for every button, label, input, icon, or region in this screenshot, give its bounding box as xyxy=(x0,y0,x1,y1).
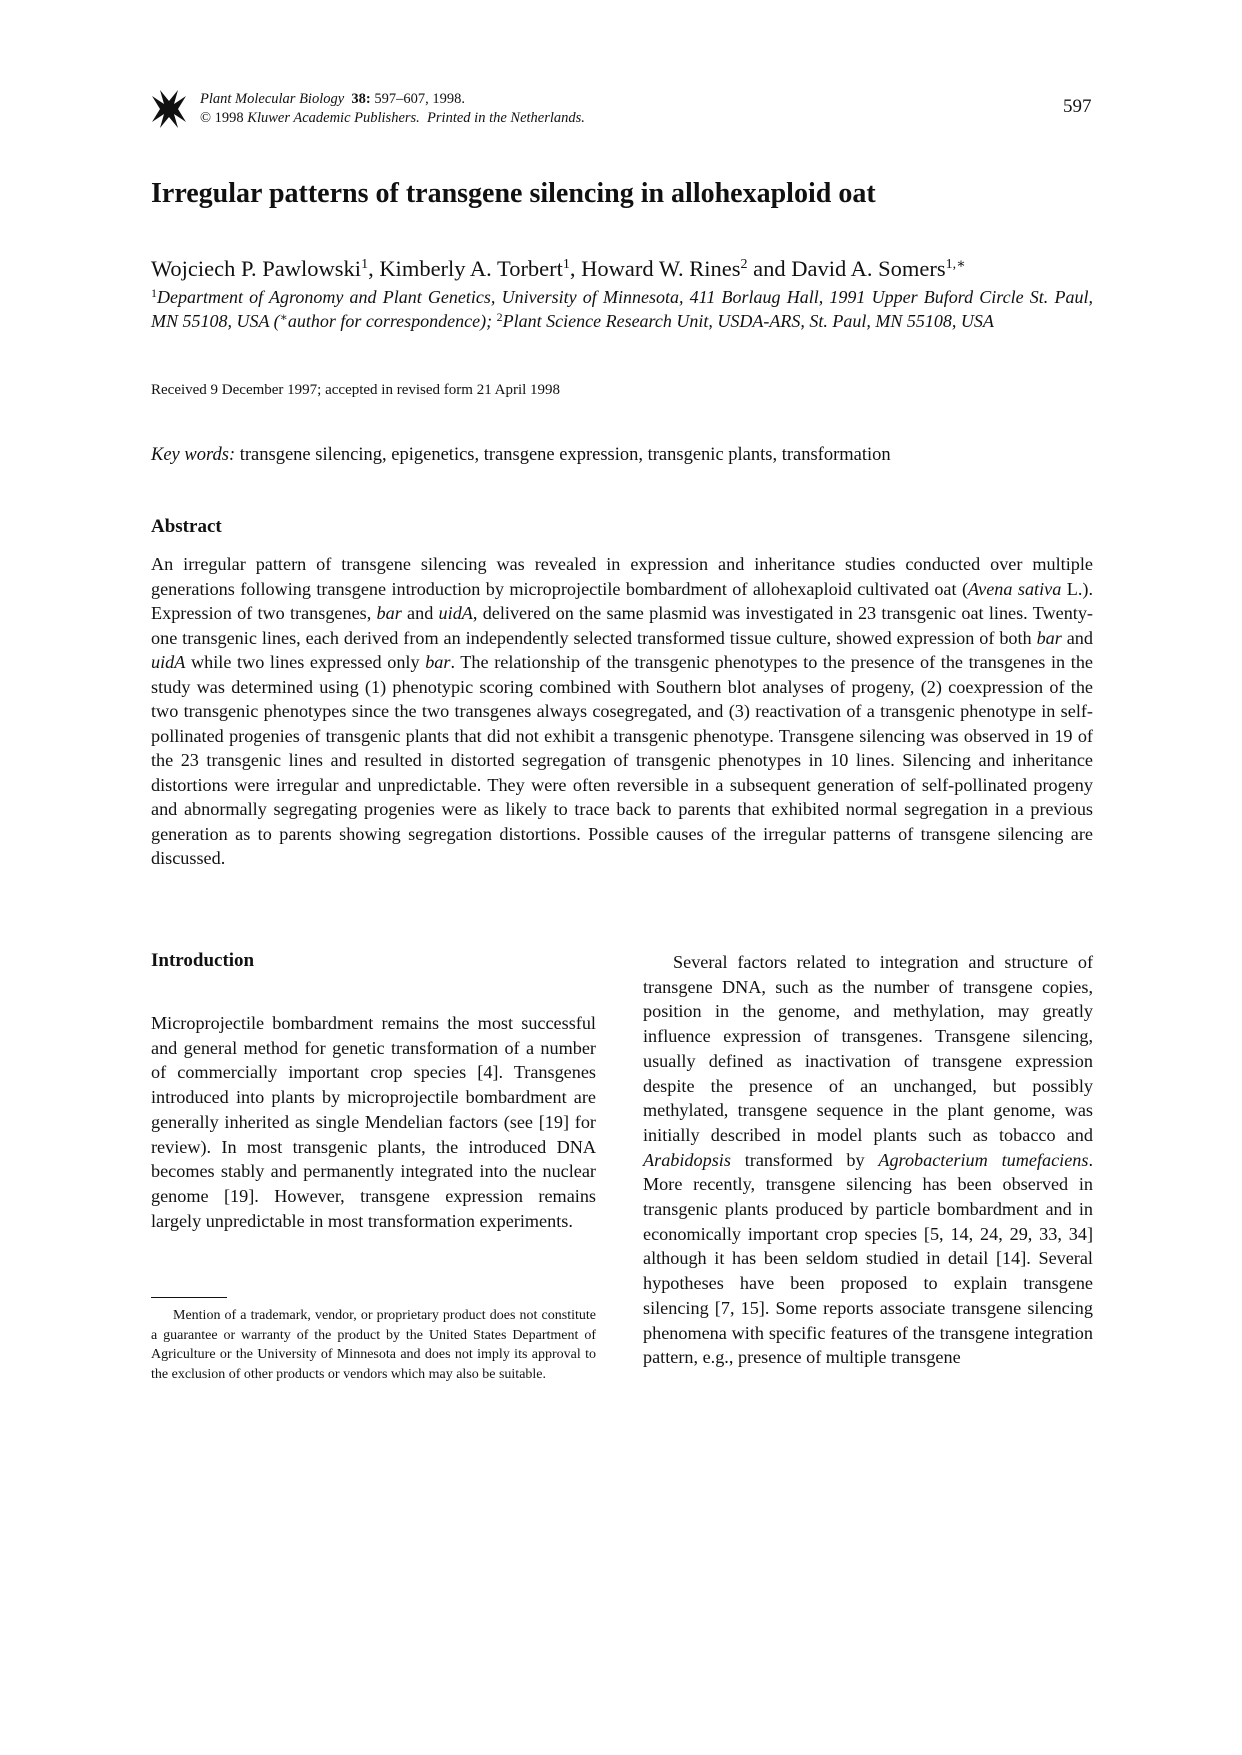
introduction-paragraph-2 xyxy=(643,950,1093,1370)
journal-line-2 xyxy=(200,109,585,128)
affiliation-text: author for correspondence); xyxy=(287,311,497,331)
author-separator: and xyxy=(747,256,792,281)
author-affiliation-mark: 2 xyxy=(740,257,748,272)
gene-name: bar xyxy=(1036,627,1062,648)
abstract-segment: and xyxy=(401,603,439,623)
gene-name: uidA xyxy=(438,603,473,623)
printed-location: Printed in the Netherlands. xyxy=(427,110,585,126)
publisher-logo-icon xyxy=(150,88,188,130)
abstract-segment: L.). Expression of two transgenes, xyxy=(151,578,1093,623)
author-name: Wojciech P. Pawlowski xyxy=(151,256,362,281)
page-number: 597 xyxy=(1063,96,1092,117)
author-affiliation-mark: 1 xyxy=(562,257,570,272)
abstract-segment: . The relationship of the transgenic phenotypes to the presence of the transgenes in the study was determined using (1) phenotypic scoring combined with Southern blot analyses of progeny, (2) coexpression of the two transgenic phenotypes since the two transgenes always cosegregated, and (3) reactivation of a transgenic phenotype in self-pollinated progenies of transgenic plants that did not exhibit a transgenic phenotype. Transgene silencing was observed in 19 of the 23 transgenic lines and resulted in distorted segregation of transgenic phenotypes in 10 lines. Silencing and inheritance distortions were irregular and unpredictable. They were often reversible in a subsequent generation of self-pollinated progeny and abnormally segregating progenies were as likely to trace back to parents that exhibited normal segregation in a previous generation as to parents showing segregation distortions. Possible causes of the irregular patterns of transgene silencing are discussed. xyxy=(151,652,1093,868)
introduction-paragraph-1: Microprojectile bombardment remains the most successful and general method for genetic transformation of a number of commercially important crop species [4]. Transgenes introduced into plants by microprojectile bombardment are generally inherited as single Mendelian factors (see [19] for review). In most transgenic plants, the introduced DNA becomes stably and permanently integrated into the nuclear genome [19]. However, transgene expression remains largely unpredictable in most transformation experiments. xyxy=(151,1013,596,1231)
journal-volume: 38: xyxy=(351,91,371,107)
author-affiliations xyxy=(151,285,1093,333)
journal-citation xyxy=(200,90,585,128)
keywords-label: Key words: xyxy=(151,445,236,465)
abstract-segment: and xyxy=(1061,627,1093,648)
abstract-heading: Abstract xyxy=(151,516,222,537)
footnote-rule xyxy=(151,1297,227,1298)
received-dates: Received 9 December 1997; accepted in revised form 21 April 1998 xyxy=(151,382,561,398)
keywords-list: transgene silencing, epigenetics, transgene expression, transgenic plants, transformation xyxy=(235,445,891,465)
journal-line-1 xyxy=(200,90,585,109)
article-title: Irregular patterns of transgene silencing in allohexaploid oat xyxy=(151,178,876,209)
affiliation-mark: 1 xyxy=(151,286,157,300)
journal-name: Plant Molecular Biology xyxy=(200,91,345,107)
affiliation-text: Plant Science Research Unit, USDA-ARS, St. Paul, MN 55108, USA xyxy=(502,311,994,331)
abstract-segment: , delivered on the same plasmid was investigated in 23 transgenic oat lines. Twenty-one transgenic lines, each derived from an independently selected transformed tissue culture, showed expression of both xyxy=(151,603,1093,648)
affiliation-mark: 2 xyxy=(496,310,503,324)
gene-name: bar xyxy=(376,603,402,623)
copyright-year: © 1998 xyxy=(200,110,248,126)
gene-name: uidA xyxy=(151,652,186,672)
correspondence-mark: ∗ xyxy=(279,310,288,324)
paragraph-segment: . More recently, transgene silencing has been observed in transgenic plants produced by particle bombardment and in economically important crop species [5, 14, 24, 29, 33, 34] although it has been seldom studied in detail [14]. Several hypotheses have been proposed to explain transgene silencing [7, 15]. Some reports associate transgene silencing phenomena with specific features of the transgene integration pattern, e.g., presence of multiple transgene xyxy=(643,1149,1093,1368)
author-name: Howard W. Rines xyxy=(581,256,741,281)
affiliation-text: Department of Agronomy and Plant Genetics, University of Minnesota, 411 Borlaug Hall, 1991 Upper Buford Circle St. Paul, MN 55108, USA ( xyxy=(151,287,1093,331)
author-name: David A. Somers xyxy=(791,256,946,281)
journal-pages: 597–607, 1998. xyxy=(370,91,466,107)
author-separator: , xyxy=(569,256,582,281)
abstract-text xyxy=(151,552,1093,871)
species-name: Agrobacterium tumefaciens xyxy=(878,1149,1089,1170)
abstract-segment: while two lines expressed only xyxy=(185,652,426,672)
gene-name: bar xyxy=(425,652,451,672)
paragraph-segment: Several factors related to integration and structure of transgene DNA, such as the number of transgene copies, position in the genome, and methylation, may greatly influence expression of transgenes. Transgene silencing, usually defined as inactivation of transgene expression despite the presence of an unchanged, but possibly methylated, transgene sequence in the plant genome, was initially described in model plants such as tobacco and xyxy=(643,952,1093,1145)
paragraph-segment: transformed by xyxy=(730,1149,879,1170)
author-list xyxy=(151,256,966,282)
footnote: Mention of a trademark, vendor, or proprietary product does not constitute a guarantee or warranty of the product by the United States Department of Agriculture or the University of Minnesota and does not imply its approval to the exclusion of other products or vendors which may also be suitable. xyxy=(151,1308,596,1382)
introduction-heading: Introduction xyxy=(151,950,255,971)
author-affiliation-mark: 1,∗ xyxy=(945,257,966,272)
publisher-name: Kluwer Academic Publishers. xyxy=(247,110,420,126)
keywords xyxy=(151,445,891,466)
abstract-segment: An irregular pattern of transgene silencing was revealed in expression and inheritance studies conducted over multiple generations following transgene introduction by microprojectile bombardment of allohexaploid cultivated oat ( xyxy=(151,554,1093,599)
author-separator: , xyxy=(368,256,380,281)
author-affiliation-mark: 1 xyxy=(361,257,369,272)
species-name: Avena sativa xyxy=(968,578,1062,599)
species-name: Arabidopsis xyxy=(643,1149,731,1170)
author-name: Kimberly A. Torbert xyxy=(379,256,563,281)
